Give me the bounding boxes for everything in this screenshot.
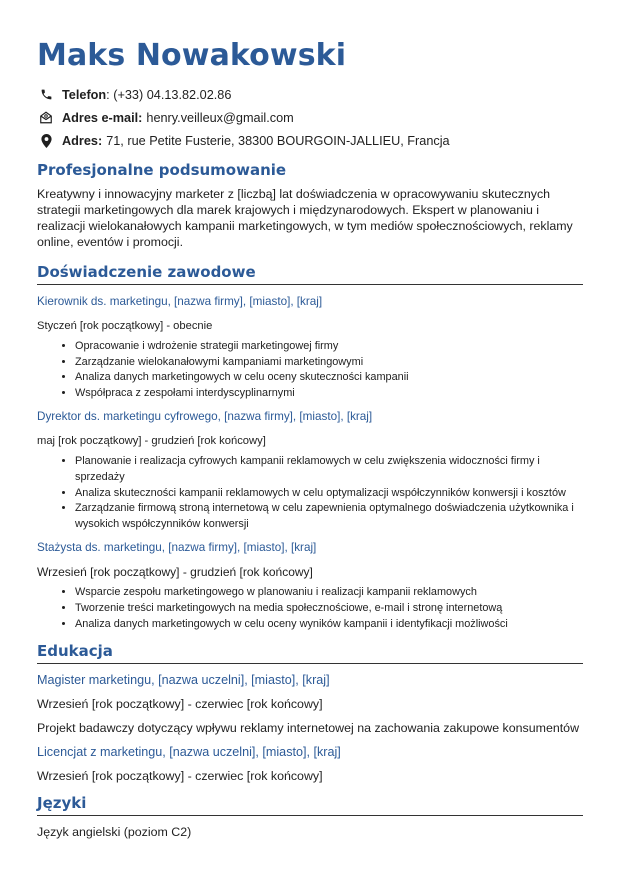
address-label: Adres:	[62, 133, 103, 148]
phone-label-colon: :	[106, 87, 110, 102]
list-item: • Planowanie i realizacja cyfrowych kampanii reklamowych w celu zwiększenia widoczności firmy i sprzedaży	[75, 454, 583, 485]
job-entry	[37, 409, 583, 532]
degree-dates: Wrzesień [rok początkowy] - czerwiec [rok końcowy]	[37, 769, 323, 784]
degree-note: Projekt badawczy dotyczący wpływu reklamy internetowej na zachowania zakupowe konsumentów	[37, 721, 580, 736]
education-entry	[37, 744, 583, 784]
list-item: • Analiza danych marketingowych w celu oceny skuteczności kampanii	[75, 370, 583, 386]
phone-value: (+33) 04.13.82.02.86	[109, 87, 232, 102]
languages-heading: Języki	[37, 793, 583, 816]
candidate-name: Maks Nowakowski	[37, 38, 347, 73]
education-heading: Edukacja	[37, 641, 583, 664]
degree-title: Magister marketingu, [nazwa uczelni], [miasto], [kraj]	[37, 673, 330, 688]
summary-text: Kreatywny i innowacyjny marketer z [liczbą] lat doświadczenia w opracowywaniu skutecznych strategii marketingowych dla marek krajowych i międzynarodowych. Ekspert w planowaniu i realizacji wielokanałowych kampanii marketingowych, w tym mediów społecznościowych, reklamy online, eventów i promocji.	[37, 187, 573, 249]
job-dates: Wrzesień [rok początkowy] - grudzień [rok końcowy]	[37, 565, 313, 580]
contact-block	[37, 83, 583, 152]
phone-icon	[39, 88, 53, 102]
summary-heading: Profesjonalne podsumowanie	[37, 161, 287, 179]
job-bullets	[37, 585, 583, 632]
list-item: • Tworzenie treści marketingowych na media społecznościowe, e-mail i stronę internetową	[75, 601, 583, 617]
phone-label: Telefon	[62, 87, 107, 102]
list-item: • Analiza skuteczności kampanii reklamowych w celu optymalizacji współczynników konwersji i kosztów	[75, 486, 583, 502]
email-value[interactable]: henry.veilleux@gmail.com	[146, 110, 294, 125]
email-icon	[39, 111, 53, 125]
list-item: • Analiza danych marketingowych w celu oceny wyników kampanii i identyfikacji możliwości	[75, 617, 583, 633]
address-value: 71, rue Petite Fusterie, 38300 BOURGOIN-JALLIEU, Francja	[106, 133, 450, 148]
list-item: • Zarządzanie firmową stroną internetową w celu zapewnienia optymalnego doświadczenia użytkownika i wysokich współczynników konwersji	[75, 501, 583, 532]
list-item: • Opracowanie i wdrożenie strategii marketingowej firmy	[75, 339, 583, 355]
job-title: Stażysta ds. marketingu, [nazwa firmy], [miasto], [kraj]	[37, 541, 317, 555]
job-title: Dyrektor ds. marketingu cyfrowego, [nazwa firmy], [miasto], [kraj]	[37, 410, 373, 424]
job-bullets	[37, 339, 583, 401]
education-entry	[37, 672, 583, 736]
contact-email	[37, 106, 583, 129]
location-pin-icon	[39, 134, 53, 148]
list-item: • Wsparcie zespołu marketingowego w planowaniu i realizacji kampanii reklamowych	[75, 585, 583, 601]
list-item: • Współpraca z zespołami interdyscyplinarnymi	[75, 386, 583, 402]
degree-dates: Wrzesień [rok początkowy] - czerwiec [rok końcowy]	[37, 697, 323, 712]
job-bullets	[37, 454, 583, 532]
contact-phone	[37, 83, 583, 106]
job-entry	[37, 540, 583, 632]
contact-address	[37, 129, 583, 152]
language-item: Język angielski (poziom C2)	[37, 825, 192, 840]
list-item: • Zarządzanie wielokanałowymi kampaniami marketingowymi	[75, 355, 583, 371]
email-label: Adres e-mail:	[62, 110, 143, 125]
job-entry	[37, 294, 583, 401]
resume-page	[37, 36, 583, 840]
experience-heading: Doświadczenie zawodowe	[37, 262, 583, 285]
degree-title: Licencjat z marketingu, [nazwa uczelni], [miasto], [kraj]	[37, 745, 341, 760]
job-dates: maj [rok początkowy] - grudzień [rok końcowy]	[37, 435, 266, 448]
job-dates: Styczeń [rok początkowy] - obecnie	[37, 320, 213, 332]
job-title: Kierownik ds. marketingu, [nazwa firmy], [miasto], [kraj]	[37, 295, 323, 308]
